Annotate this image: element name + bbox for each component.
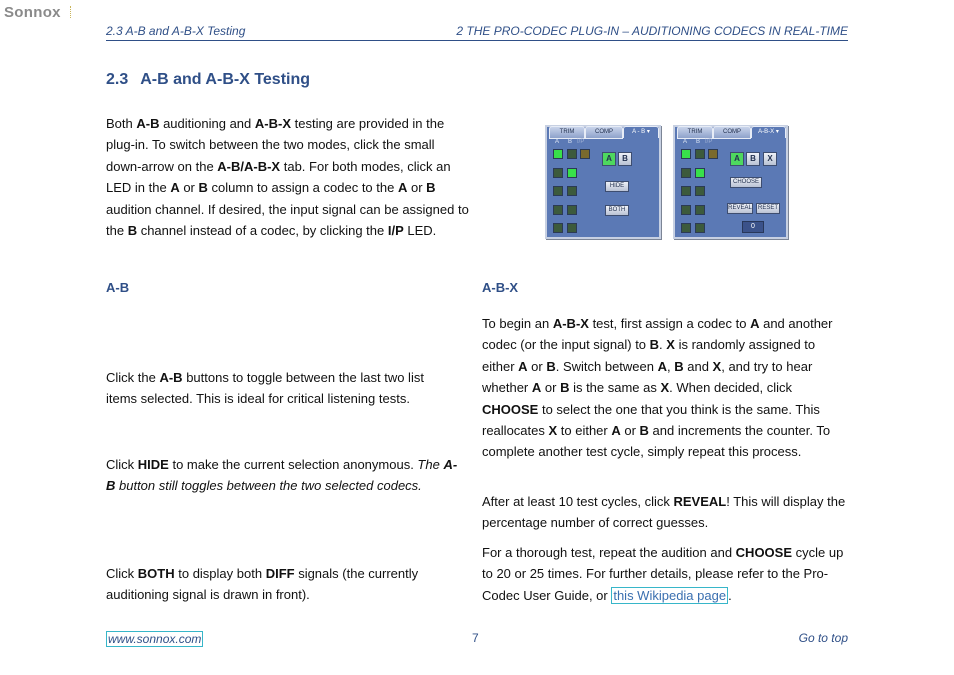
text-run: A-B [136,116,160,131]
text-run: Click [106,566,138,581]
text-run: REVEAL [673,494,727,509]
text-run: to make the current selection anonymous. [168,457,418,472]
section-title [106,71,310,89]
reset-button[interactable]: RESET [756,203,780,214]
text-run: HIDE [137,457,169,472]
text-run: and [683,358,713,374]
tab-trim[interactable]: TRIM [677,126,713,139]
text-run: to either [557,423,612,439]
tab-abx-label: A-B-X [758,129,775,135]
go-to-top-link[interactable]: Go to top [798,631,848,645]
text-run: B [198,180,208,196]
ab-paragraph-hide [106,454,466,497]
text-run: to select the one that you think is the same. This reallocates [482,401,820,439]
text-run: A [611,423,621,439]
text-run: column to assign a codec to the [207,180,398,196]
reveal-button[interactable]: REVEAL [727,203,753,214]
text-run: and another codec (or the input signal) to [482,316,833,353]
text-run: or [541,380,561,396]
led-a-5[interactable] [553,223,563,233]
text-run: , and try to hear whether [482,358,813,396]
chevron-down-icon[interactable]: ▾ [646,129,650,135]
section-number: 2.3 [106,71,129,88]
led-b-5[interactable] [567,223,577,233]
tab-comp[interactable]: COMP [585,126,623,139]
text-run: A-B/A-B-X [217,158,281,174]
text-run: to display both [174,566,266,581]
text-run: . When decided, click [669,380,793,396]
text-run: LED. [403,223,437,239]
led-ip[interactable] [708,149,718,159]
text-run: BOTH [137,566,175,581]
led-a-3[interactable] [681,186,691,196]
text-run: A-B-X [254,116,291,131]
led-b-5[interactable] [695,223,705,233]
tab-trim[interactable]: TRIM [549,126,585,139]
text-run: B [649,337,660,353]
ab-button-a[interactable]: A [602,152,616,166]
text-run: X [712,358,722,374]
ab-panel-screenshot [545,125,661,239]
text-run: X [666,337,675,353]
text-run: To begin an [482,316,553,331]
text-run: A [531,380,542,396]
wikipedia-link[interactable]: this Wikipedia page [613,587,727,603]
text-run: ! This will display the percentage number of correct guesses. [482,494,846,531]
text-run: A [657,358,667,374]
text-run: B [426,180,436,196]
text-run: After at least 10 test cycles, click [482,494,674,509]
text-run: B [639,423,649,439]
text-run: or [527,358,547,374]
section-heading: A-B and A-B-X Testing [140,71,311,88]
text-run: A [397,180,408,196]
text-run: test, first assign a codec to [588,316,751,331]
led-b-1[interactable] [695,149,705,159]
text-run: B [560,380,570,396]
ab-button-b[interactable]: B [618,152,632,166]
text-run: X [660,380,670,396]
text-run: and increments the counter. To complete another test cycle, simply repeat this process. [482,423,831,460]
tab-ab[interactable] [623,126,659,138]
abx-button-b[interactable]: B [746,152,760,166]
led-a-4[interactable] [553,205,563,215]
text-run: A-B [159,370,183,385]
text-run: B [674,358,684,374]
brand-logo: Sonnox [4,4,61,21]
text-run: DIFF [265,566,295,581]
abx-paragraph-reveal [482,491,848,534]
tab-ab-label: A - B [632,129,646,135]
led-ip[interactable] [580,149,590,159]
text-run: audition channel. If desired, the input signal can be assigned to the [106,201,469,239]
column-b-label: B [696,139,701,145]
ab-subheading: A-B [106,280,130,295]
led-a-2[interactable] [681,168,691,178]
text-run: Click the [106,370,160,385]
text-run: . Switch between [555,358,658,374]
hide-button[interactable]: HIDE [605,181,629,192]
text-run: is randomly assigned to either [482,337,816,374]
column-ip-label: I/P [705,139,713,145]
text-run: is the same as [569,380,661,396]
led-a-4[interactable] [681,205,691,215]
text-run: A [170,180,180,196]
intro-paragraph [106,113,471,241]
text-run: For a thorough test, repeat the audition and [482,545,736,560]
header-rule [106,40,848,41]
text-run: . [728,587,732,603]
abx-paragraph-further [482,542,848,606]
text-run: B [127,223,138,239]
text-run: CHOOSE [482,401,539,417]
both-button[interactable]: BOTH [605,205,629,216]
abx-panel-screenshot [673,125,788,239]
header-chapter-label: 2 THE PRO-CODEC PLUG-IN – AUDITIONING CODECS IN REAL-TIME [456,24,848,38]
text-run: I/P [387,223,404,239]
abx-paragraph-procedure [482,313,848,463]
led-a-1[interactable] [681,149,691,159]
text-run: Both [106,116,137,131]
text-run: A [518,358,528,374]
text-run: channel instead of a codec, by clicking the [137,223,388,239]
column-b-label: B [568,139,573,145]
abx-button-a[interactable]: A [730,152,744,166]
text-run: signals (the currently auditioning signal is drawn in front). [106,566,419,603]
logo-decoration [70,6,73,18]
tab-comp[interactable]: COMP [713,126,751,139]
text-run: A-B [106,457,458,494]
text-run: auditioning and [159,116,255,131]
choose-button[interactable]: CHOOSE [730,177,762,188]
column-ip-label: I/P [577,139,585,145]
led-b-3[interactable] [567,186,577,196]
text-run: tab. For both modes, click an LED in the [106,158,451,196]
ab-paragraph-both [106,563,456,606]
text-run: A-B-X [552,316,589,331]
led-b-4[interactable] [567,205,577,215]
text-run: A [750,316,760,331]
footer-website-link[interactable]: www.sonnox.com [108,632,202,646]
text-run: or [407,180,427,196]
abx-button-x[interactable]: X [763,152,777,166]
text-run: or [179,180,199,196]
text-run: buttons to toggle between the last two list items selected. This is ideal for critical listening tests. [106,370,424,407]
led-b-3[interactable] [695,186,705,196]
page-number: 7 [472,631,479,645]
led-a-2[interactable] [553,168,563,178]
chevron-down-icon[interactable]: ▾ [775,129,779,135]
led-b-2[interactable] [567,168,577,178]
text-run: or [620,423,640,439]
abx-subheading: A-B-X [482,280,519,295]
test-counter: 0 [742,221,764,233]
text-run: Click [106,457,138,472]
text-run: . [659,337,667,353]
text-run: button still toggles between the two selected codecs. [115,478,422,494]
led-a-3[interactable] [553,186,563,196]
column-a-label: A [683,139,688,145]
led-b-1[interactable] [567,149,577,159]
text-run: , [667,358,675,374]
text-run: B [546,358,556,374]
text-run: The [417,457,444,472]
text-run: X [548,423,558,439]
led-a-1[interactable] [553,149,563,159]
led-b-2[interactable] [695,168,705,178]
ab-paragraph-toggle [106,367,451,410]
tab-abx[interactable] [751,126,786,138]
led-b-4[interactable] [695,205,705,215]
text-run: CHOOSE [735,545,793,560]
header-section-label: 2.3 A-B and A-B-X Testing [106,24,246,38]
text-run: cycle up to 20 or 25 times. For further details, please refer to the Pro-Codec User Guide, or [482,545,844,603]
led-a-5[interactable] [681,223,691,233]
text-run: testing are provided in the plug-in. To switch between the two modes, click the small down-arrow on the [106,116,445,174]
column-a-label: A [555,139,560,145]
